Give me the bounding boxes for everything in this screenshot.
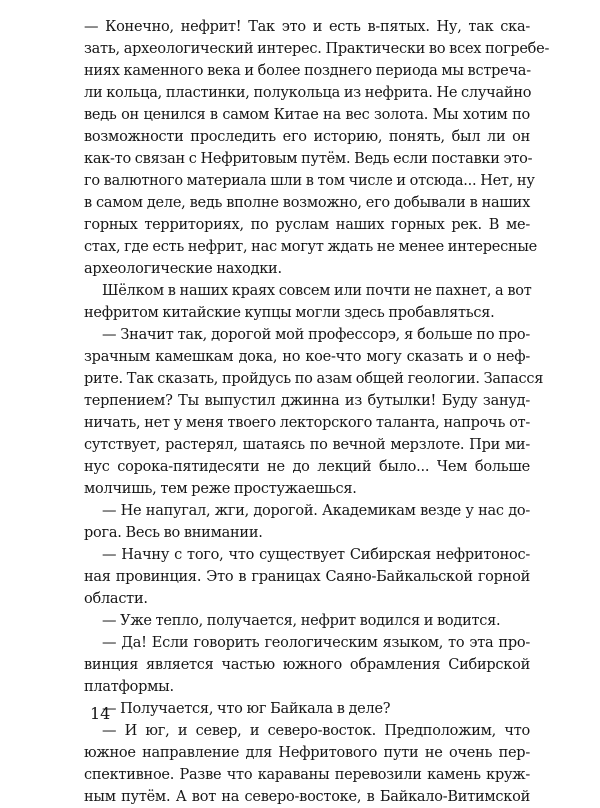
text-line: — Уже тепло, получается, нефрит водился и водится. [102,613,501,629]
text-line: нус сорока-пятидесяти не до лекций было... Чем больше [84,459,530,475]
text-line: винция является частью южного обрамления Сибирской [84,657,530,673]
text-line: го валютного материала шли в том числе и отсюда... Нет, ну [84,173,535,189]
text-line: как-то связан с Нефритовым путём. Ведь если поставки это- [84,151,533,167]
text-line: в самом деле, ведь вполне возможно, его добывали в наших [84,195,530,211]
text-line: горных территориях, по руслам наших горных рек. В ме- [84,217,530,233]
text-line: зрачным камешкам дока, но кое-что могу сказать и о неф- [84,349,530,365]
text-line: терпением? Ты выпустил джинна из бутылки! Буду зануд- [84,393,530,409]
paragraph [84,544,530,610]
text-line: возможности проследить его историю, понять, был ли он [84,129,530,145]
text-line: области. [84,591,148,607]
text-line: — Конечно, нефрит! Так это и есть в-пятых. Ну, так ска- [84,19,530,35]
paragraph [84,280,530,324]
text-line: нефритом китайские купцы могли здесь пробавляться. [84,305,495,321]
text-line: Шёлком в наших краях совсем или почти не пахнет, а вот [102,283,532,299]
paragraph [84,632,530,698]
text-line: ведь он ценился в самом Китае на вес золота. Мы хотим по [84,107,530,123]
paragraph [84,16,550,280]
text-line: — Значит так, дорогой мой профессорэ, я больше по про- [102,327,530,343]
text-line: сутствует, растерял, шатаясь по вечной мерзлоте. При ми- [84,437,530,453]
paragraph [84,324,544,500]
text-line: рога. Весь во внимании. [84,525,263,541]
text-line: платформы. [84,679,174,695]
text-line: ная провинция. Это в границах Саяно-Байкальской горной [84,569,530,585]
text-line: — Да! Если говорить геологическим языком, то эта про- [102,635,530,651]
text-line: ниях каменного века и более позднего периода мы встреча- [84,63,531,79]
text-line: спективное. Разве что караваны перевозили камень круж- [84,767,530,783]
page-number: 14 [90,704,111,723]
text-line: ным путём. А вот на северо-востоке, в Байкало-Витимской [84,789,530,805]
paragraph [84,610,530,632]
text-line: стах, где есть нефрит, нас могут ждать не менее интересные [84,239,538,255]
text-line: ли кольца, пластинки, полукольца из нефрита. Не случайно [84,85,532,101]
text-line: ничать, нет у меня твоего лекторского таланта, напрочь от- [84,415,530,431]
paragraph [84,698,530,720]
text-line: — Начну с того, что существует Сибирская нефритонос- [102,547,530,563]
text-line: — Получается, что юг Байкала в деле? [102,701,391,717]
text-line: рите. Так сказать, пройдусь по азам общей геологии. Запасся [84,371,544,387]
text-line: археологические находки. [84,261,282,277]
text-line: — И юг, и север, и северо-восток. Предположим, что [102,723,530,739]
paragraph [84,720,530,808]
paragraph [84,500,530,544]
page-text-block [84,16,550,808]
text-line: молчишь, тем реже простужаешься. [84,481,357,497]
text-line: зать, археологический интерес. Практически во всех погребе- [84,41,550,57]
text-line: — Не напугал, жги, дорогой. Академикам везде у нас до- [102,503,530,519]
text-line: южное направление для Нефритового пути не очень пер- [84,745,530,761]
